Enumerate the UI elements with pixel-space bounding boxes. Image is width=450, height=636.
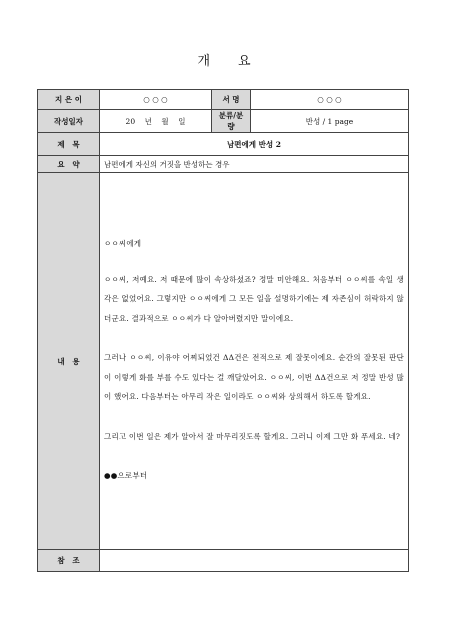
author-row [38, 90, 409, 110]
reference-label: 참 조 [38, 550, 100, 572]
letter-paragraph-1: ㅇㅇ씨, 저예요. 저 때문에 많이 속상하셨죠? 정말 미안해요. 처음부터 ㅇㅇ씨를 속일 생각은 없었어요. 그렇지만 ㅇㅇ씨에게 그 모든 일을 설명하기에는 제 자존심이 허락하지 않더군요. 결과적으로 ㅇㅇ씨가 다 알아버렸지만 말이에요. [104, 274, 404, 323]
document-title [0, 50, 450, 69]
reference-value [100, 550, 409, 572]
summary-label: 요 약 [38, 156, 100, 173]
summary-value: 남편에게 자신의 거짓을 반성하는 경우 [100, 156, 409, 173]
subject-row [38, 133, 409, 156]
letter-greeting: ㅇㅇ씨에게 [104, 238, 142, 248]
document-title-first: 개 [197, 54, 212, 69]
category-label: 분류/분량 [212, 110, 251, 133]
date-row [38, 110, 409, 133]
letter-signoff: ●●으로부터 [104, 471, 148, 480]
letter-paragraph-3: 그리고 이번 일은 제가 알아서 잘 마무리짓도록 할게요. 그러니 이제 그만 화 푸세요. 네? [104, 431, 401, 441]
author-value: ○ ○ ○ [100, 90, 212, 110]
date-label: 작성일자 [38, 110, 100, 133]
summary-row [38, 156, 409, 173]
content-row [38, 173, 409, 550]
letter-paragraph-2: 그러나 ㅇㅇ씨, 이유야 어찌되었건 ΔΔ건은 전적으로 제 잘못이에요. 순간의 잘못된 판단이 이렇게 화를 부를 수도 있다는 걸 깨달았어요. ㅇㅇ씨, 이번 ΔΔ건으로 저 정말 반성 많이 했어요. 다음부터는 아무리 작은 일이라도 ㅇㅇ씨와 상의해서 하도록 할게요. [104, 353, 404, 401]
sign-label: 서 명 [212, 90, 251, 110]
subject-label: 제 목 [38, 133, 100, 156]
category-value: 반성 / 1 page [251, 110, 409, 133]
sign-value: ○ ○ ○ [251, 90, 409, 110]
author-label: 지 은 이 [38, 90, 100, 110]
content-body [100, 173, 409, 550]
content-label: 내 용 [38, 173, 100, 550]
reference-row [38, 550, 409, 572]
date-value: 20 년 월 일 [100, 110, 212, 133]
subject-value: 남편에게 반성 2 [100, 133, 409, 156]
document-title-second: 요 [238, 54, 253, 69]
summary-form-table [37, 89, 409, 572]
